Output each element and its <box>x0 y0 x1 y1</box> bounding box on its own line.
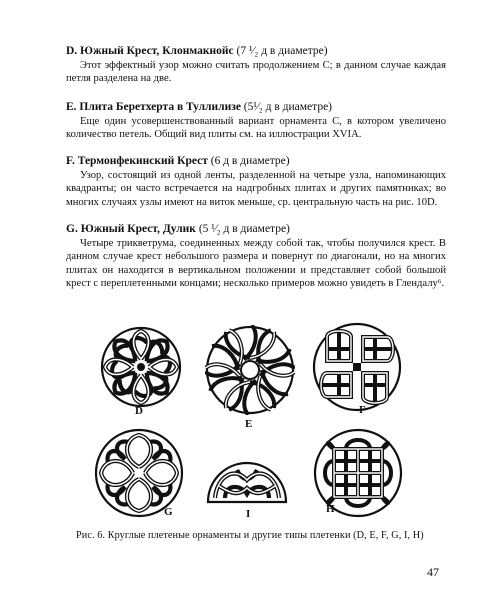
section-g-text: Четыре трикветрума, соединенных между собой так, чтобы получился крест. В данном случае крест небольшого размера и повернут по диагонали, но на многих плитах он находится в вертикальном положении и представляет собой большой крест с переплетенными концами; несколько примеров можно увидеть в Глендалу⁶. <box>66 238 446 289</box>
section-d-size: (7 ¹⁄₂ д в диаметре) <box>236 45 328 57</box>
knot-e-image <box>205 325 295 415</box>
section-g-size: (5 ¹⁄₂ д в диаметре) <box>198 223 290 235</box>
knot-f-label: F <box>359 404 366 416</box>
section-f-title: F. Термонфекинский Крест <box>66 155 208 167</box>
knot-i-image <box>206 454 288 504</box>
page-number: 47 <box>427 565 439 579</box>
knot-i-label: I <box>246 508 251 520</box>
section-f-text: Узор, состоящий из одной ленты, разделенной на четыре узла, напоминающих квадранты; он часто встречается на надгробных плитах и других памятниках; во многих случаях узлы имеют на виток меньше, ср. центральную часть на рис. 10D. <box>66 170 446 208</box>
section-f-size: (6 д в диаметре) <box>210 155 290 167</box>
knot-h-label: H <box>326 503 335 515</box>
knot-d-label: D <box>135 405 143 417</box>
section-e-title: E. Плита Беретхерта в Туллилизе <box>66 101 241 113</box>
figure-caption: Рис. 6. Круглые плетеные орнаменты и другие типы плетенки (D, E, F, G, I, H) <box>76 530 424 541</box>
section-d-text: Этот эффектный узор можно считать продолжением С; в данном случае каждая петля разделена на две. <box>66 60 446 85</box>
section-d-title: D. Южный Крест, Клонмакнойс <box>66 45 234 57</box>
section-g-title: G. Южный Крест, Дулик <box>66 223 196 235</box>
section-e-size: (5¹⁄₂ д в диаметре) <box>243 101 333 113</box>
knot-g-label: G <box>164 506 173 518</box>
knot-e-label: E <box>245 418 253 430</box>
knot-g-image <box>94 428 184 518</box>
section-e-text: Еще один усовершенствованный вариант орнамента С, в котором увеличено количество петель. Общий вид плиты см. на иллюстрации XVIA. <box>66 116 446 141</box>
knot-d-image <box>100 326 182 408</box>
knot-f-image <box>312 322 402 412</box>
